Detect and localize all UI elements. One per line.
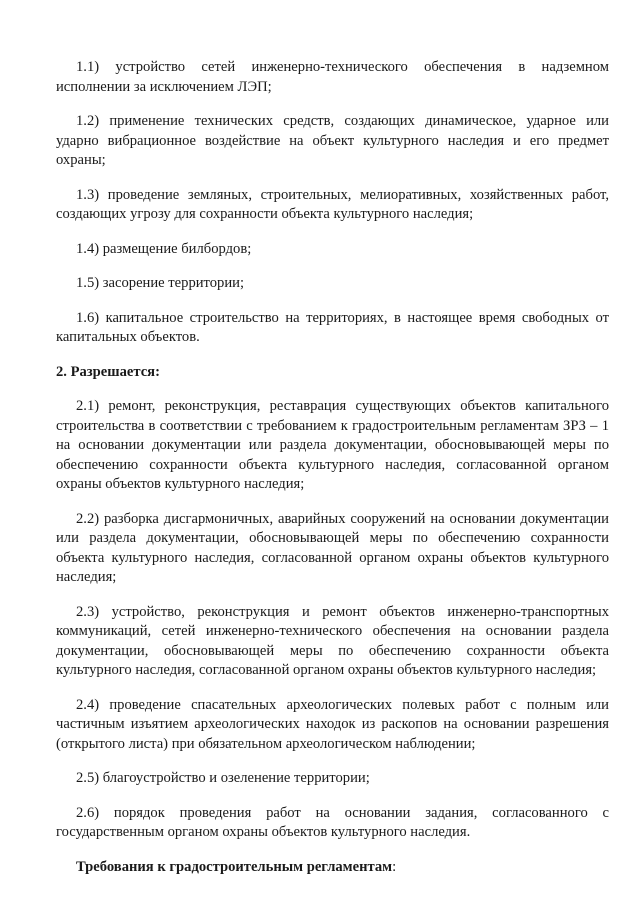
allowed-item-2-3: 2.3) устройство, реконструкция и ремонт объектов инженерно-транспортных коммуникаций, сетей инженерно-технического обеспечения на основании раздела документации, обосновывающей меры по обеспечению сохранности объекта культурного наследия, согласованной органом охраны объектов культурного наследия;	[56, 603, 609, 678]
document-page	[56, 58, 609, 877]
requirements-heading-text: Требования к градостроительным регламентам	[76, 858, 393, 875]
allowed-item-2-1: 2.1) ремонт, реконструкция, реставрация существующих объектов капитального строительства в соответствии с требованием к градостроительным регламентам ЗРЗ – 1 на основании документации или раздела документации, обосновывающей меры по обеспечению сохранности объекта культурного наследия, согласованной органом охраны объектов культурного наследия;	[56, 398, 609, 492]
allowed-item-2-2: 2.2) разборка дисгармоничных, аварийных сооружений на основании документации или раздела документации, обосновывающей меры по обеспечению сохранности объекта культурного наследия, согласованной органом охраны объектов культурного наследия;	[56, 510, 609, 585]
prohibited-item-1-1: 1.1) устройство сетей инженерно-технического обеспечения в надземном исполнении за исключением ЛЭП;	[56, 59, 609, 95]
allowed-item-2-6: 2.6) порядок проведения работ на основании задания, согласованного с государственным органом охраны объектов культурного наследия.	[56, 804, 609, 840]
requirements-heading	[56, 858, 609, 878]
prohibited-item-1-5: 1.5) засорение территории;	[76, 275, 244, 291]
requirements-heading-colon: :	[392, 858, 397, 875]
allowed-item-2-4: 2.4) проведение спасательных археологических полевых работ с полным или частичным изъятием археологических находок из раскопов на основании разрешения (открытого листа) при обязательном археологическом наблюдении;	[56, 696, 609, 752]
prohibited-item-1-4: 1.4) размещение билбордов;	[76, 240, 252, 257]
allowed-heading: 2. Разрешается:	[56, 363, 160, 380]
prohibited-item-1-3: 1.3) проведение земляных, строительных, мелиоративных, хозяйственных работ, создающих угрозу для сохранности объекта культурного наследия;	[56, 186, 609, 222]
prohibited-item-1-2: 1.2) применение технических средств, создающих динамическое, ударное или ударно вибрационное воздействие на объект культурного наследия и его предмет охраны;	[56, 113, 609, 168]
prohibited-item-1-6: 1.6) капитальное строительство на территориях, в настоящее время свободных от капитальных объектов.	[56, 309, 609, 345]
allowed-item-2-5: 2.5) благоустройство и озеленение территории;	[76, 770, 370, 786]
